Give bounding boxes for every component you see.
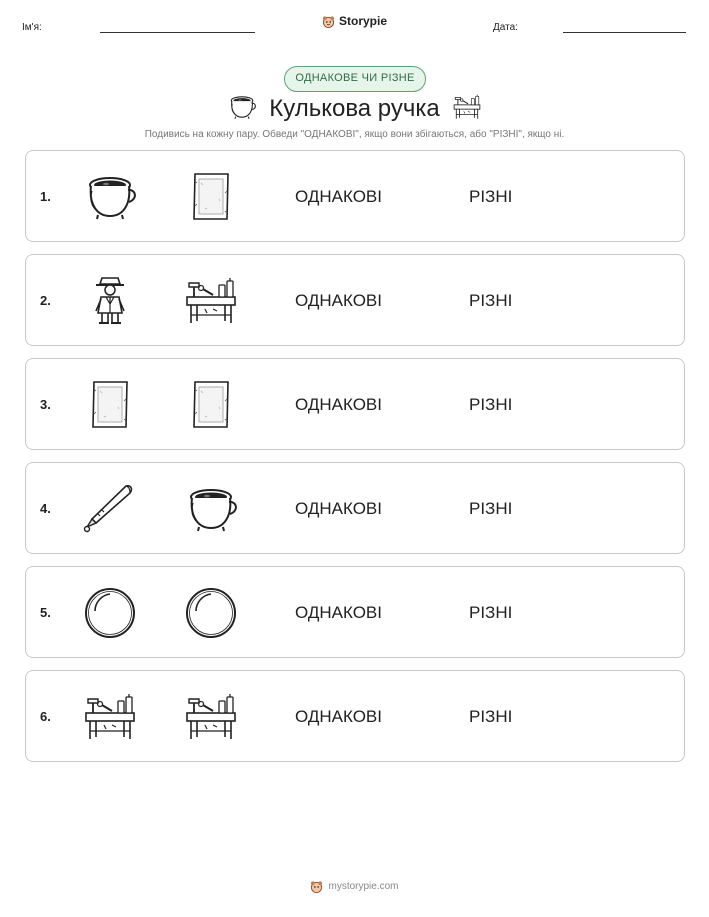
pair-row-5 bbox=[25, 566, 685, 658]
paper-icon bbox=[183, 171, 239, 223]
same-option[interactable]: ОДНАКОВІ bbox=[295, 187, 382, 206]
pot-icon bbox=[227, 93, 257, 126]
same-option[interactable]: ОДНАКОВІ bbox=[295, 603, 382, 622]
footer bbox=[0, 880, 709, 896]
detective-icon bbox=[82, 275, 138, 327]
pair-row-3 bbox=[25, 358, 685, 450]
workbench-icon bbox=[452, 93, 482, 126]
pot-icon bbox=[183, 483, 239, 535]
different-option[interactable]: РІЗНІ bbox=[469, 603, 513, 622]
workbench-icon bbox=[183, 691, 239, 743]
same-option[interactable]: ОДНАКОВІ bbox=[295, 291, 382, 310]
ball-icon bbox=[183, 587, 239, 639]
pair-row-1 bbox=[25, 150, 685, 242]
paper-icon bbox=[82, 379, 138, 431]
workbench-icon bbox=[82, 691, 138, 743]
brand bbox=[0, 14, 709, 33]
storypie-logo-icon bbox=[310, 880, 323, 893]
title-row bbox=[0, 90, 709, 128]
row-number: 1. bbox=[40, 189, 51, 204]
name-label: Ім'я: bbox=[22, 22, 42, 33]
date-line[interactable] bbox=[563, 32, 686, 33]
ball-icon bbox=[82, 587, 138, 639]
workbench-icon bbox=[183, 275, 239, 327]
pair-row-2 bbox=[25, 254, 685, 346]
same-option[interactable]: ОДНАКОВІ bbox=[295, 499, 382, 518]
footer-url[interactable]: mystorypie.com bbox=[328, 881, 399, 892]
instructions: Подивись на кожну пару. Обведи "ОДНАКОВІ", якщо вони збігаються, або "РІЗНІ", якщо ні. bbox=[144, 129, 565, 140]
pen-icon bbox=[82, 483, 138, 535]
different-option[interactable]: РІЗНІ bbox=[469, 499, 513, 518]
different-option[interactable]: РІЗНІ bbox=[469, 291, 513, 310]
page-title: Кулькова ручка bbox=[269, 95, 440, 122]
pot-icon bbox=[82, 171, 138, 223]
pair-row-6 bbox=[25, 670, 685, 762]
brand-name: Storypie bbox=[338, 14, 387, 28]
row-number: 5. bbox=[40, 605, 51, 620]
category-badge: ОДНАКОВЕ ЧИ РІЗНЕ bbox=[284, 66, 426, 92]
row-number: 3. bbox=[40, 397, 51, 412]
pair-row-4 bbox=[25, 462, 685, 554]
paper-icon bbox=[183, 379, 239, 431]
storypie-logo-icon bbox=[322, 15, 335, 28]
same-option[interactable]: ОДНАКОВІ bbox=[295, 707, 382, 726]
different-option[interactable]: РІЗНІ bbox=[469, 707, 513, 726]
row-number: 2. bbox=[40, 293, 51, 308]
date-label: Дата: bbox=[493, 22, 518, 33]
row-number: 6. bbox=[40, 709, 51, 724]
different-option[interactable]: РІЗНІ bbox=[469, 187, 513, 206]
row-number: 4. bbox=[40, 501, 51, 516]
different-option[interactable]: РІЗНІ bbox=[469, 395, 513, 414]
same-option[interactable]: ОДНАКОВІ bbox=[295, 395, 382, 414]
